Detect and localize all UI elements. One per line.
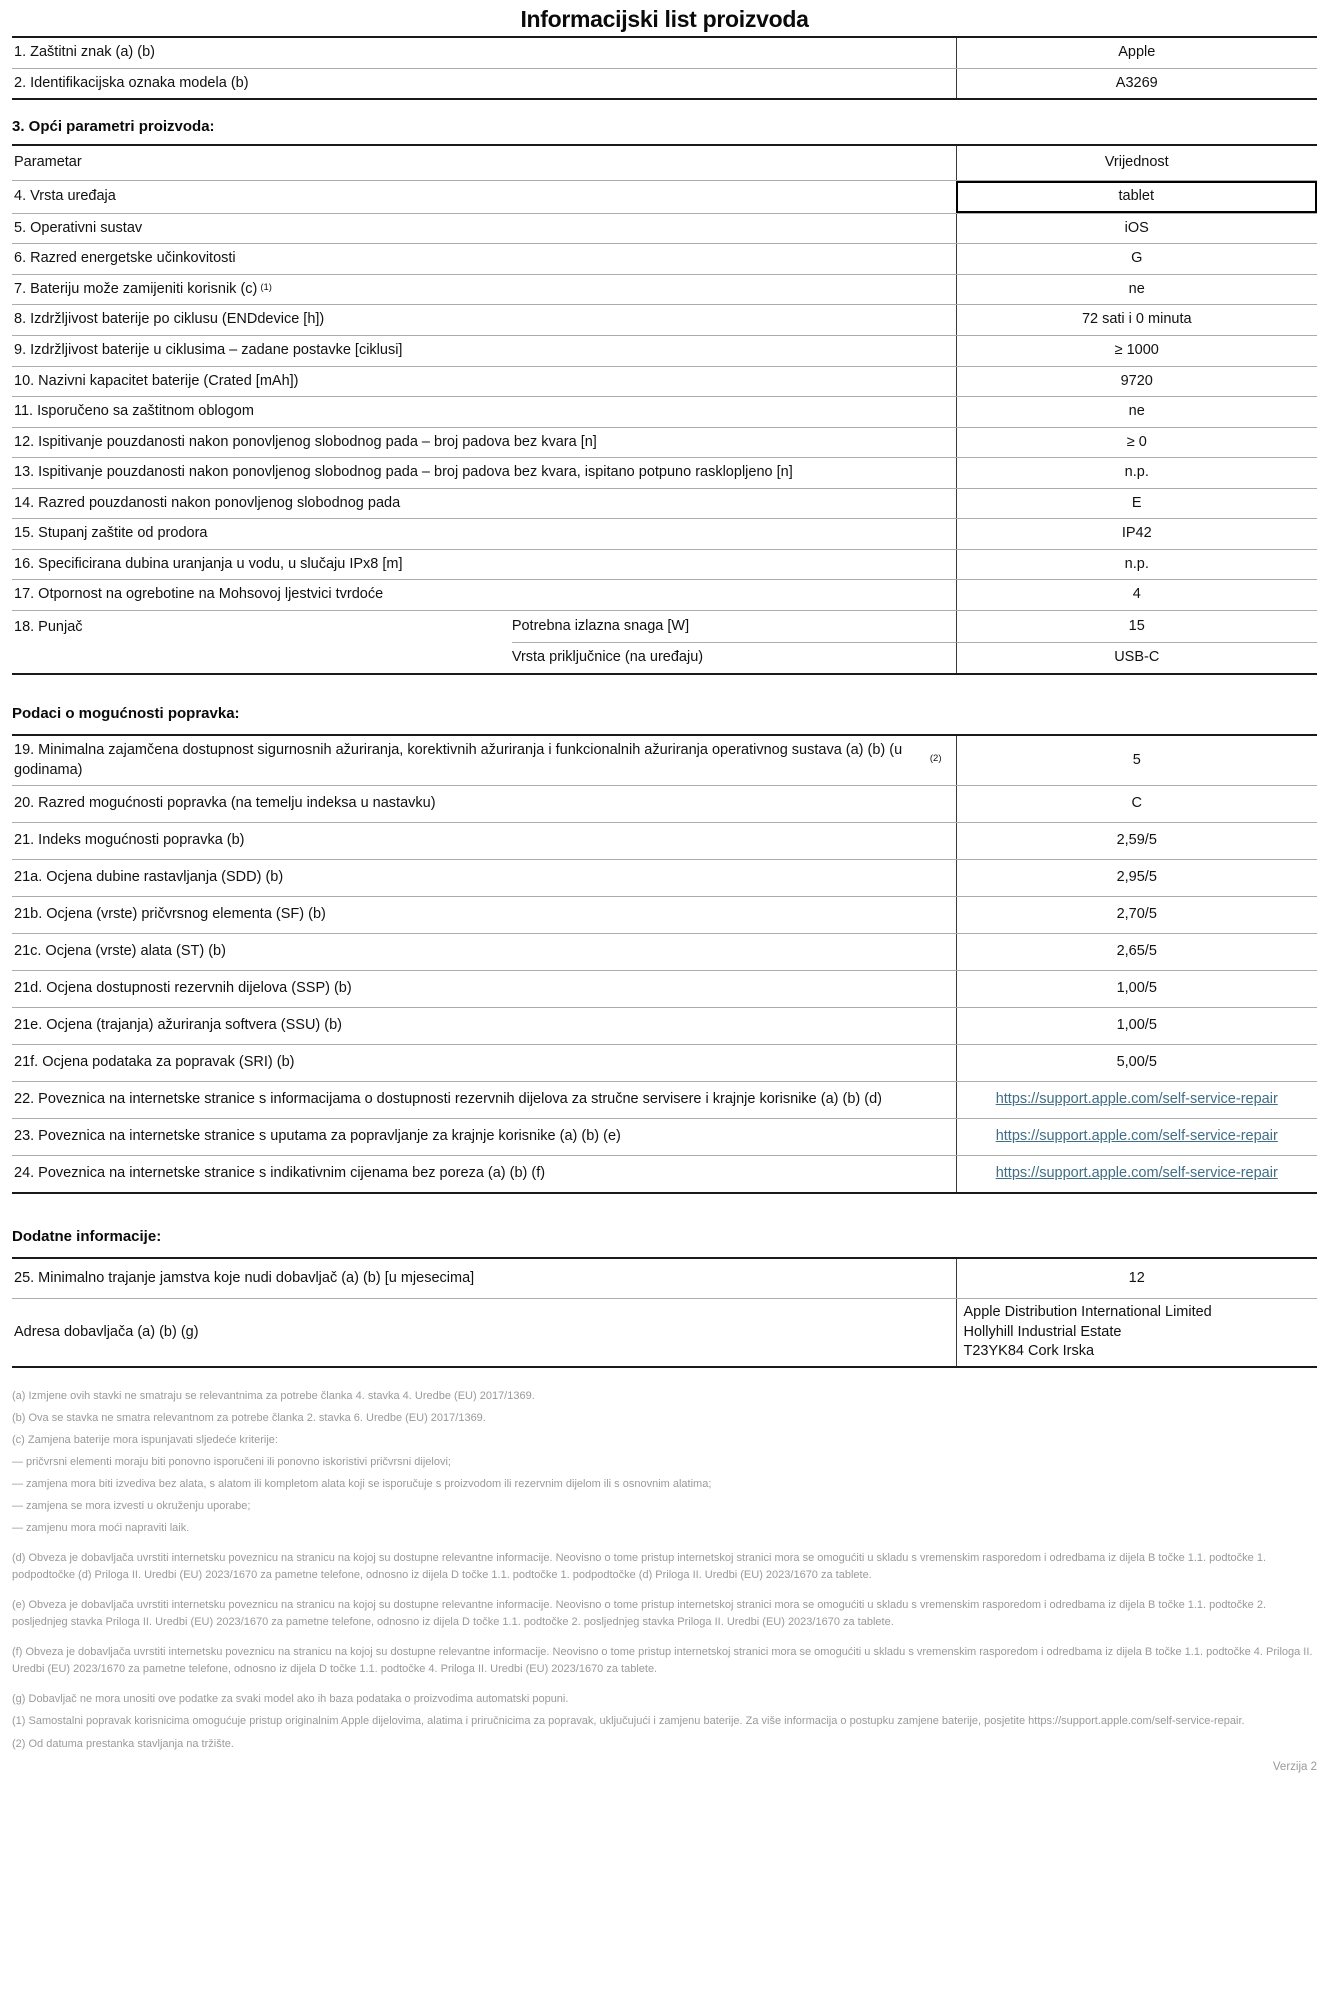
table-header-row [12,146,1317,180]
table-row [12,180,1317,213]
footnote: (1) Samostalni popravak korisnicima omogućuje pristup originalnim Apple dijelovima, alatima i priručnicima za popravak, uključujući i zamjenu baterije. Za više informacija o postupku zamjene baterije, posjetite https://support.apple.com/self-service-repair. [12,1715,1245,1728]
row-label: 19. Minimalna zajamčena dostupnost sigurnosnih ažuriranja, korektivnih ažuriranja i funkcionalnih ažuriranja operativnog sustava (a) (b) (u godinama) (2) [14,742,942,778]
table-row [12,457,1317,488]
table-row [12,1259,1317,1298]
table-row [12,427,1317,458]
row-value: n.p. [956,458,1318,488]
row-value: 5,00/5 [956,1045,1318,1081]
row-label: 13. Ispitivanje pouzdanosti nakon ponovljenog slobodnog pada – broj padova bez kvara, ispitano potpuno rasklopljeno [n] [14,464,793,481]
table-row [12,213,1317,244]
row-label: 21. Indeks mogućnosti popravka (b) [14,832,245,849]
row-value: 15 [956,611,1318,642]
row-value: iOS [956,214,1318,244]
row-value: C [956,786,1318,822]
footnote: (c) Zamjena baterije mora ispunjavati sljedeće kriterije: [12,1433,278,1446]
footnote: (2) Od datuma prestanka stavljanja na tržište. [12,1737,234,1750]
row-label: 9. Izdržljivost baterije u ciklusima – zadane postavke [ciklusi] [14,341,403,358]
address-line: T23YK84 Cork Irska [963,1343,1095,1360]
row-value: Apple [956,38,1318,68]
section-heading-additional-info: Dodatne informacije: [12,1228,162,1246]
row-value: 2,95/5 [956,860,1318,896]
row-value [956,1156,1318,1192]
general-parameters-table [12,144,1317,675]
table-row [12,274,1317,305]
table-row [12,1118,1317,1155]
row-label: 18. Punjač [14,619,83,635]
table-row [12,1298,1317,1366]
footnote-superscript: (2) [929,753,942,765]
row-label: 4. Vrsta uređaja [14,188,116,205]
table-row [12,396,1317,427]
row-label: 21b. Ocjena (vrste) pričvrsnog elementa (SF) (b) [14,906,326,923]
row-label: 1. Zaštitni znak (a) (b) [14,44,156,60]
footnote: (a) Izmjene ovih stavki ne smatraju se relevantnima za potrebe članka 4. stavka 4. Uredbe (EU) 2017/1369. [12,1389,535,1402]
row-label: 11. Isporučeno sa zaštitnom oblogom [14,403,254,420]
row-label: 17. Otpornost na ogrebotine na Mohsovoj ljestvici tvrdoće [14,586,384,603]
row-label: 21a. Ocjena dubine rastavljanja (SDD) (b) [14,869,284,886]
subrow-label: Potrebna izlazna snaga [W] [511,617,690,634]
section-heading-repairability: Podaci o mogućnosti popravka: [12,705,240,722]
table-row [12,736,1317,785]
row-value: 2,59/5 [956,823,1318,859]
table-row [12,549,1317,580]
identity-table [12,36,1317,100]
value-link[interactable]: https://support.apple.com/self-service-repair [995,1091,1278,1108]
additional-info-table [12,1257,1317,1368]
row-label: 16. Specificirana dubina uranjanja u vodu, u slučaju IPx8 [m] [14,555,403,572]
row-value: n.p. [956,550,1318,580]
row-value: 2,65/5 [956,934,1318,970]
footnote: (e) Obveza je dobavljača uvrstiti internetsku poveznicu na stranicu na kojoj su dostupne relevantne informacije. Neovisno o tome pristup internetskoj stranici mora se omogućiti u skladu s vremenskim rasporedom i odredbama iz dijela B točke 1.1. podtočke 2. posljednjeg stavka Priloga II. Uredbi (EU) 2023/1670 za pametne telefone, odnosno iz dijela D točke 1.1. podtočke 2. posljednjeg stavka Priloga II. Uredbi (EU) 2023/1670 za tablete. [12,1599,1267,1629]
row-label: 15. Stupanj zaštite od prodora [14,525,208,542]
table-row [12,488,1317,519]
table-row [12,579,1317,610]
value-link[interactable]: https://support.apple.com/self-service-repair [995,1128,1278,1145]
page-title: Informacijski list proizvoda [520,6,809,32]
row-label: 2. Identifikacijska oznaka modela (b) [14,74,249,91]
row-label: 21e. Ocjena (trajanja) ažuriranja softvera (SSU) (b) [14,1017,342,1034]
column-header-parameter: Parametar [14,154,82,171]
row-label: 12. Ispitivanje pouzdanosti nakon ponovljenog slobodnog pada – broj padova bez kvara [n] [14,433,597,450]
row-label: 14. Razred pouzdanosti nakon ponovljenog slobodnog pada [14,494,401,511]
address-line: Apple Distribution International Limited [963,1304,1212,1321]
table-row [12,1007,1317,1044]
row-value: G [956,244,1318,274]
table-row [12,933,1317,970]
column-header-value: Vrijednost [956,146,1318,180]
footnote: (f) Obveza je dobavljača uvrstiti internetsku poveznicu na stranicu na kojoj su dostupne relevantne informacije. Neovisno o tome pristup internetskoj stranici mora se omogućiti u skladu s vremenskim rasporedom i odredbama iz dijela B točke 1.1. podtočke 4. Priloga II. Uredbi (EU) 2023/1670 za pametne telefone, odnosno iz dijela D točke 1.1. podtočke 4. Priloga II. Uredbi (EU) 2023/1670 za tablete. [12,1646,1313,1676]
row-value: 9720 [956,367,1318,397]
table-row [12,38,1317,68]
row-value: 4 [956,580,1318,610]
table-row [12,1081,1317,1118]
address-line: Hollyhill Industrial Estate [963,1323,1122,1340]
footnote-superscript: (1) [260,282,272,294]
footnote: — pričvrsni elementi moraju biti ponovno isporučeni ili ponovno iskoristivi pričvrsni dijelovi; [12,1455,451,1468]
row-value: 72 sati i 0 minuta [956,305,1318,335]
version-label: Verzija 2 [1272,1760,1317,1773]
table-row [12,304,1317,335]
row-value: 2,70/5 [956,897,1318,933]
table-row [12,1155,1317,1192]
row-value: 12 [956,1259,1318,1298]
table-row [12,822,1317,859]
footnotes [12,1388,1317,1753]
row-label: 10. Nazivni kapacitet baterije (Crated [mAh]) [14,372,299,389]
row-label: 22. Poveznica na internetske stranice s informacijama o dostupnosti rezervnih dijelova za stručne servisere i krajnje korisnike (a) (b) (d) [14,1091,882,1108]
row-label: 25. Minimalno trajanje jamstva koje nudi dobavljač (a) (b) [u mjesecima] [14,1269,475,1286]
row-label: 5. Operativni sustav [14,219,143,236]
row-label: 21f. Ocjena podataka za popravak (SRI) (b) [14,1054,295,1071]
row-label: 21d. Ocjena dostupnosti rezervnih dijelova (SSP) (b) [14,980,352,997]
row-value: ne [956,397,1318,427]
table-row [12,970,1317,1007]
value-link[interactable]: https://support.apple.com/self-service-repair [995,1165,1278,1182]
table-row [12,366,1317,397]
row-value: ≥ 1000 [956,336,1318,366]
table-row [12,335,1317,366]
row-label: 20. Razred mogućnosti popravka (na temelju indeksa u nastavku) [14,795,436,812]
table-row [12,610,1317,673]
table-row [12,896,1317,933]
row-value: 1,00/5 [956,971,1318,1007]
table-row [12,243,1317,274]
table-row [12,518,1317,549]
footnote: (b) Ova se stavka ne smatra relevantnom za potrebe članka 2. stavka 6. Uredbe (EU) 2017/1369. [12,1411,486,1424]
row-label: 8. Izdržljivost baterije po ciklusu (ENDdevice [h]) [14,311,325,328]
row-value: A3269 [956,69,1318,99]
table-row [12,785,1317,822]
row-label: 24. Poveznica na internetske stranice s indikativnim cijenama bez poreza (a) (b) (f) [14,1165,546,1182]
table-row [12,859,1317,896]
footnote: — zamjena se mora izvesti u okruženju uporabe; [12,1500,251,1513]
subrow-label: Vrsta priključnice (na uređaju) [512,642,956,673]
row-value: tablet [956,181,1318,213]
row-value [956,1082,1318,1118]
row-value: 5 [956,736,1318,785]
row-value: ≥ 0 [956,428,1318,458]
row-value: 1,00/5 [956,1008,1318,1044]
row-value: USB-C [956,642,1318,673]
table-row [12,1044,1317,1081]
row-value [956,1299,1318,1366]
repairability-table [12,734,1317,1194]
row-value [956,1119,1318,1155]
footnote: — zamjenu mora moći napraviti laik. [12,1522,190,1535]
row-label: Adresa dobavljača (a) (b) (g) [14,1323,199,1340]
row-label: 21c. Ocjena (vrste) alata (ST) (b) [14,943,226,960]
row-value: ne [956,275,1318,305]
row-value: E [956,489,1318,519]
row-label: 6. Razred energetske učinkovitosti [14,250,236,267]
footnote: — zamjena mora biti izvediva bez alata, s alatom ili kompletom alata koji se isporučuje s proizvodom ili rezervnim dijelom ili s osnovnim alatima; [12,1478,712,1490]
footnote: (d) Obveza je dobavljača uvrstiti internetsku poveznicu na stranicu na kojoj su dostupne relevantne informacije. Neovisno o tome pristup internetskoj stranici mora se omogućiti u skladu s vremenskim rasporedom i odredbama iz dijela B točke 1.1. podtočke 1. podpodtočke (d) Priloga II. Uredbi (EU) 2023/1670 za pametne telefone, odnosno iz dijela D točke 1.1. podtočke 1. podpodtočke (d) Priloga II. Uredbi (EU) 2023/1670 za tablete. [12,1552,1267,1582]
table-row [12,68,1317,99]
footnote: (g) Dobavljač ne mora unositi ove podatke za svaki model ako ih baza podataka o proizvodima automatski popuni. [12,1693,569,1706]
row-value: IP42 [956,519,1318,549]
section-heading-general-parameters: 3. Opći parametri proizvoda: [12,118,215,136]
row-label: 7. Bateriju može zamijeniti korisnik (c) (1) [14,280,272,297]
row-label: 23. Poveznica na internetske stranice s uputama za popravljanje za krajnje korisnike (a) (b) (e) [14,1128,621,1145]
